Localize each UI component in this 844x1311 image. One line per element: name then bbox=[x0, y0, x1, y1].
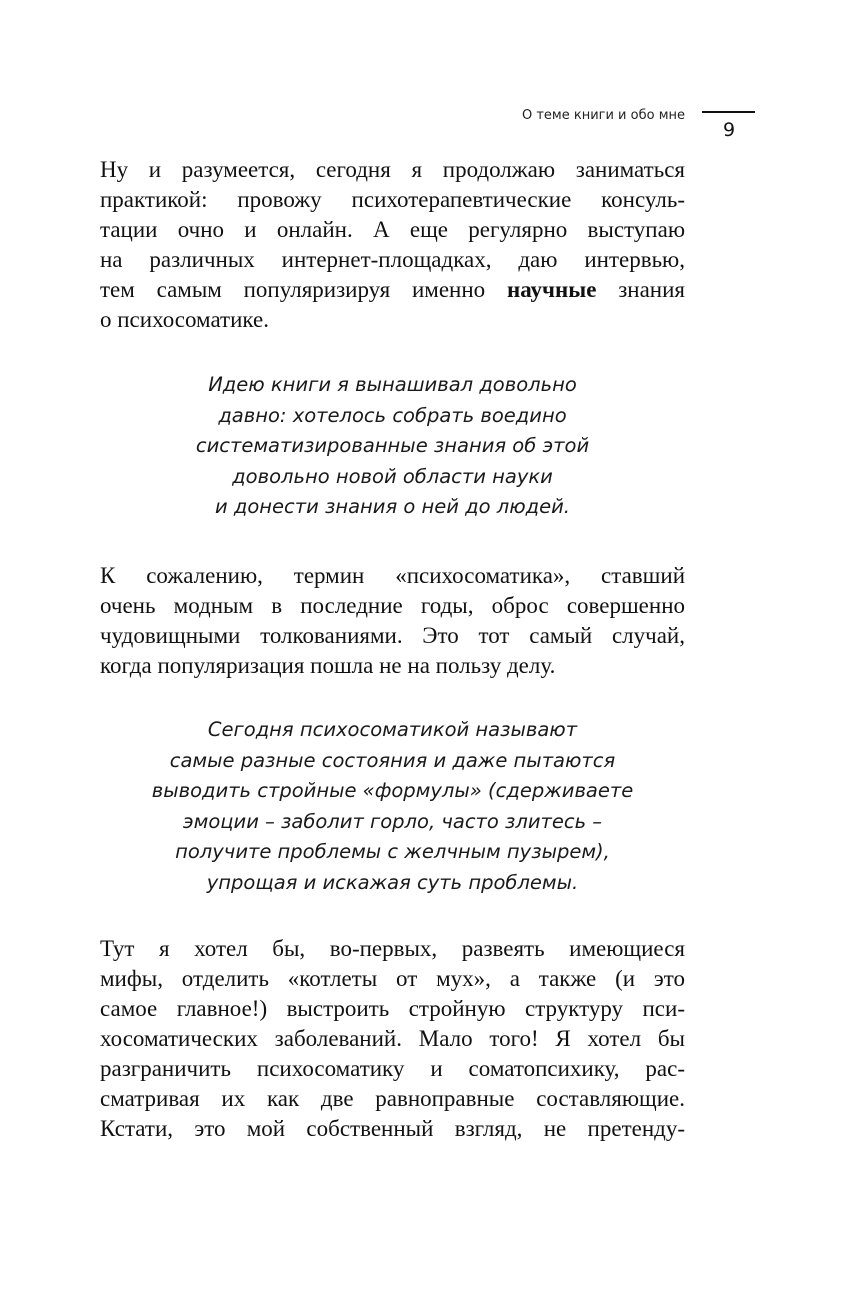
page-number: 9 bbox=[722, 119, 736, 141]
quote-line: систематизированные знания об этой bbox=[195, 434, 590, 458]
paragraph-line: разграничить психосоматику и соматопсихику, рас- bbox=[100, 1056, 685, 1081]
quote-line: Идею книги я вынашивал довольно bbox=[208, 373, 577, 396]
running-title: О теме книги и обо мне bbox=[521, 108, 685, 123]
paragraph-line: тации очно и онлайн. А еще регулярно выступаю bbox=[100, 217, 685, 242]
pull-quote-1 bbox=[100, 370, 685, 523]
quote-line: самые разные состояния и даже пытаются bbox=[169, 748, 616, 772]
paragraph-3 bbox=[100, 934, 685, 1144]
header-rule bbox=[702, 111, 755, 113]
quote-line: Сегодня психосоматикой называют bbox=[207, 718, 578, 741]
paragraph-line: когда популяризация пошла не на пользу делу. bbox=[100, 653, 556, 678]
quote-line: довольно новой области науки bbox=[232, 464, 553, 488]
paragraph-line: чудовищными толкованиями. Это тот самый случай, bbox=[100, 623, 685, 648]
paragraph-line: самое главное!) выстроить стройную структуру пси- bbox=[100, 996, 685, 1021]
paragraph-line: хосоматических заболеваний. Мало того! Я хотел бы bbox=[100, 1026, 685, 1051]
emphasis-word: научные bbox=[506, 277, 597, 302]
paragraph-line: К сожалению, термин «психосоматика», ставший bbox=[100, 563, 685, 588]
quote-line: и донести знания о ней до людей. bbox=[215, 495, 570, 519]
line-text: знания bbox=[618, 277, 686, 302]
quote-line: давно: хотелось собрать воедино bbox=[218, 403, 567, 427]
quote-line: эмоции – заболит горло, часто злитесь – bbox=[182, 809, 603, 833]
pull-quote-2 bbox=[100, 715, 685, 899]
paragraph-2 bbox=[100, 561, 685, 681]
quote-line: упрощая и искажая суть проблемы. bbox=[206, 870, 579, 894]
line-text: тем самым популяризируя именно bbox=[100, 277, 486, 302]
paragraph-line: Кстати, это мой собственный взгляд, не претенду- bbox=[100, 1116, 685, 1141]
quote-line: получите проблемы с желчным пузырем), bbox=[175, 840, 610, 864]
paragraph-line: мифы, отделить «котлеты от мух», а также (и это bbox=[100, 966, 685, 991]
quote-line: выводить стройные «формулы» (сдерживаете bbox=[151, 779, 634, 803]
paragraph-line: Ну и разумеется, сегодня я продолжаю заниматься bbox=[100, 157, 685, 182]
paragraph-1 bbox=[100, 155, 685, 335]
paragraph-line: практикой: провожу психотерапевтические консуль- bbox=[100, 187, 685, 212]
paragraph-line: очень модным в последние годы, оброс совершенно bbox=[100, 593, 685, 618]
paragraph-line-with-emphasis bbox=[100, 275, 685, 305]
paragraph-line: о психосоматике. bbox=[100, 307, 269, 332]
paragraph-line: на различных интернет-площадках, даю интервью, bbox=[100, 247, 685, 272]
paragraph-line: Тут я хотел бы, во-первых, развеять имеющиеся bbox=[100, 936, 685, 961]
paragraph-line: сматривая их как две равноправные составляющие. bbox=[100, 1086, 685, 1111]
